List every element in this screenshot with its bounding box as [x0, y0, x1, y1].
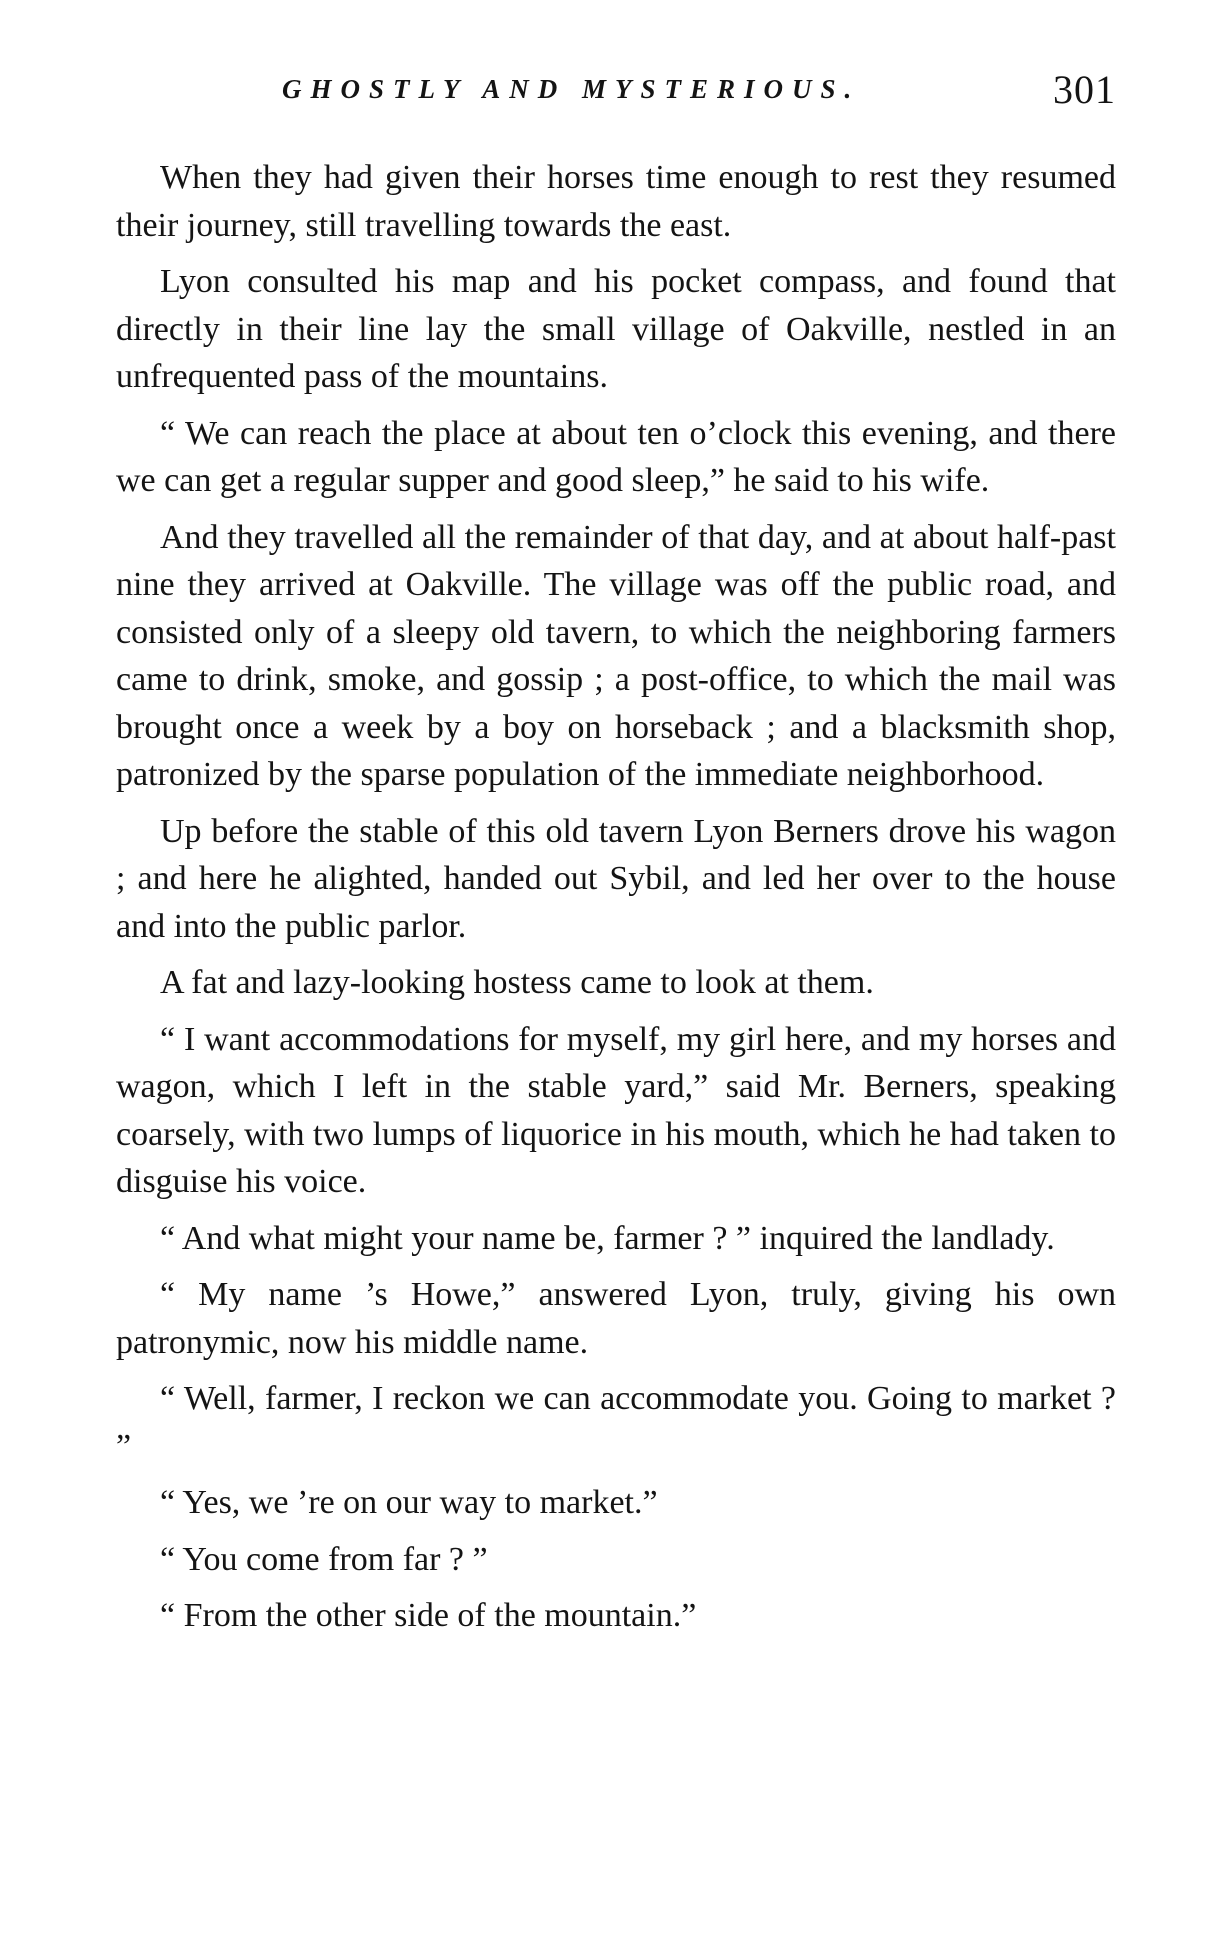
- paragraph: “ My name ’s Howe,” answered Lyon, truly, giving his own patronymic, now his middle name.: [116, 1276, 1116, 1361]
- paragraph: “ I want accommodations for myself, my girl here, and my horses and wagon, which I left in the stable yard,” said Mr. Berners, speaking coarsely, with two lumps of liquorice in his mouth, which he had taken to disguise his voice.: [116, 1020, 1116, 1200]
- body-text: [116, 154, 1116, 1649]
- paragraph: “ You come from far ? ”: [160, 1540, 488, 1578]
- paragraph: “ From the other side of the mountain.”: [160, 1597, 697, 1634]
- page-number: 301: [1053, 67, 1116, 112]
- paragraph: Up before the stable of this old tavern Lyon Berners drove his wagon ; and here he alighted, handed out Sybil, and led her over to the house and into the public parlor.: [116, 812, 1116, 945]
- running-head: [116, 66, 1116, 122]
- running-title: GHOSTLY AND MYSTERIOUS.: [282, 74, 861, 104]
- paragraph: “ We can reach the place at about ten o’clock this evening, and there we can get a regular supper and good sleep,” he said to his wife.: [116, 414, 1116, 499]
- paragraph: “ And what might your name be, farmer ? ” inquired the landlady.: [160, 1219, 1055, 1257]
- paragraph: “ Well, farmer, I reckon we can accommodate you. Going to market ? ”: [116, 1380, 1116, 1465]
- paragraph: Lyon consulted his map and his pocket compass, and found that directly in their line lay the small village of Oakville, nestled in an unfrequented pass of the mountains.: [116, 263, 1116, 395]
- paragraph: And they travelled all the remainder of that day, and at about half-past nine they arrived at Oakville. The village was off the public road, and consisted only of a sleepy old tavern, to which the neighboring farmers came to drink, smoke, and gossip ; a post-office, to which the mail was brought once a week by a boy on horseback ; and a blacksmith shop, patronized by the sparse population of the immediate neighborhood.: [116, 518, 1116, 793]
- paragraph: “ Yes, we ’re on our way to market.”: [160, 1484, 658, 1521]
- paragraph: A fat and lazy-looking hostess came to look at them.: [160, 964, 874, 1001]
- paragraph: When they had given their horses time enough to rest they resumed their journey, still travelling towards the east.: [116, 159, 1116, 244]
